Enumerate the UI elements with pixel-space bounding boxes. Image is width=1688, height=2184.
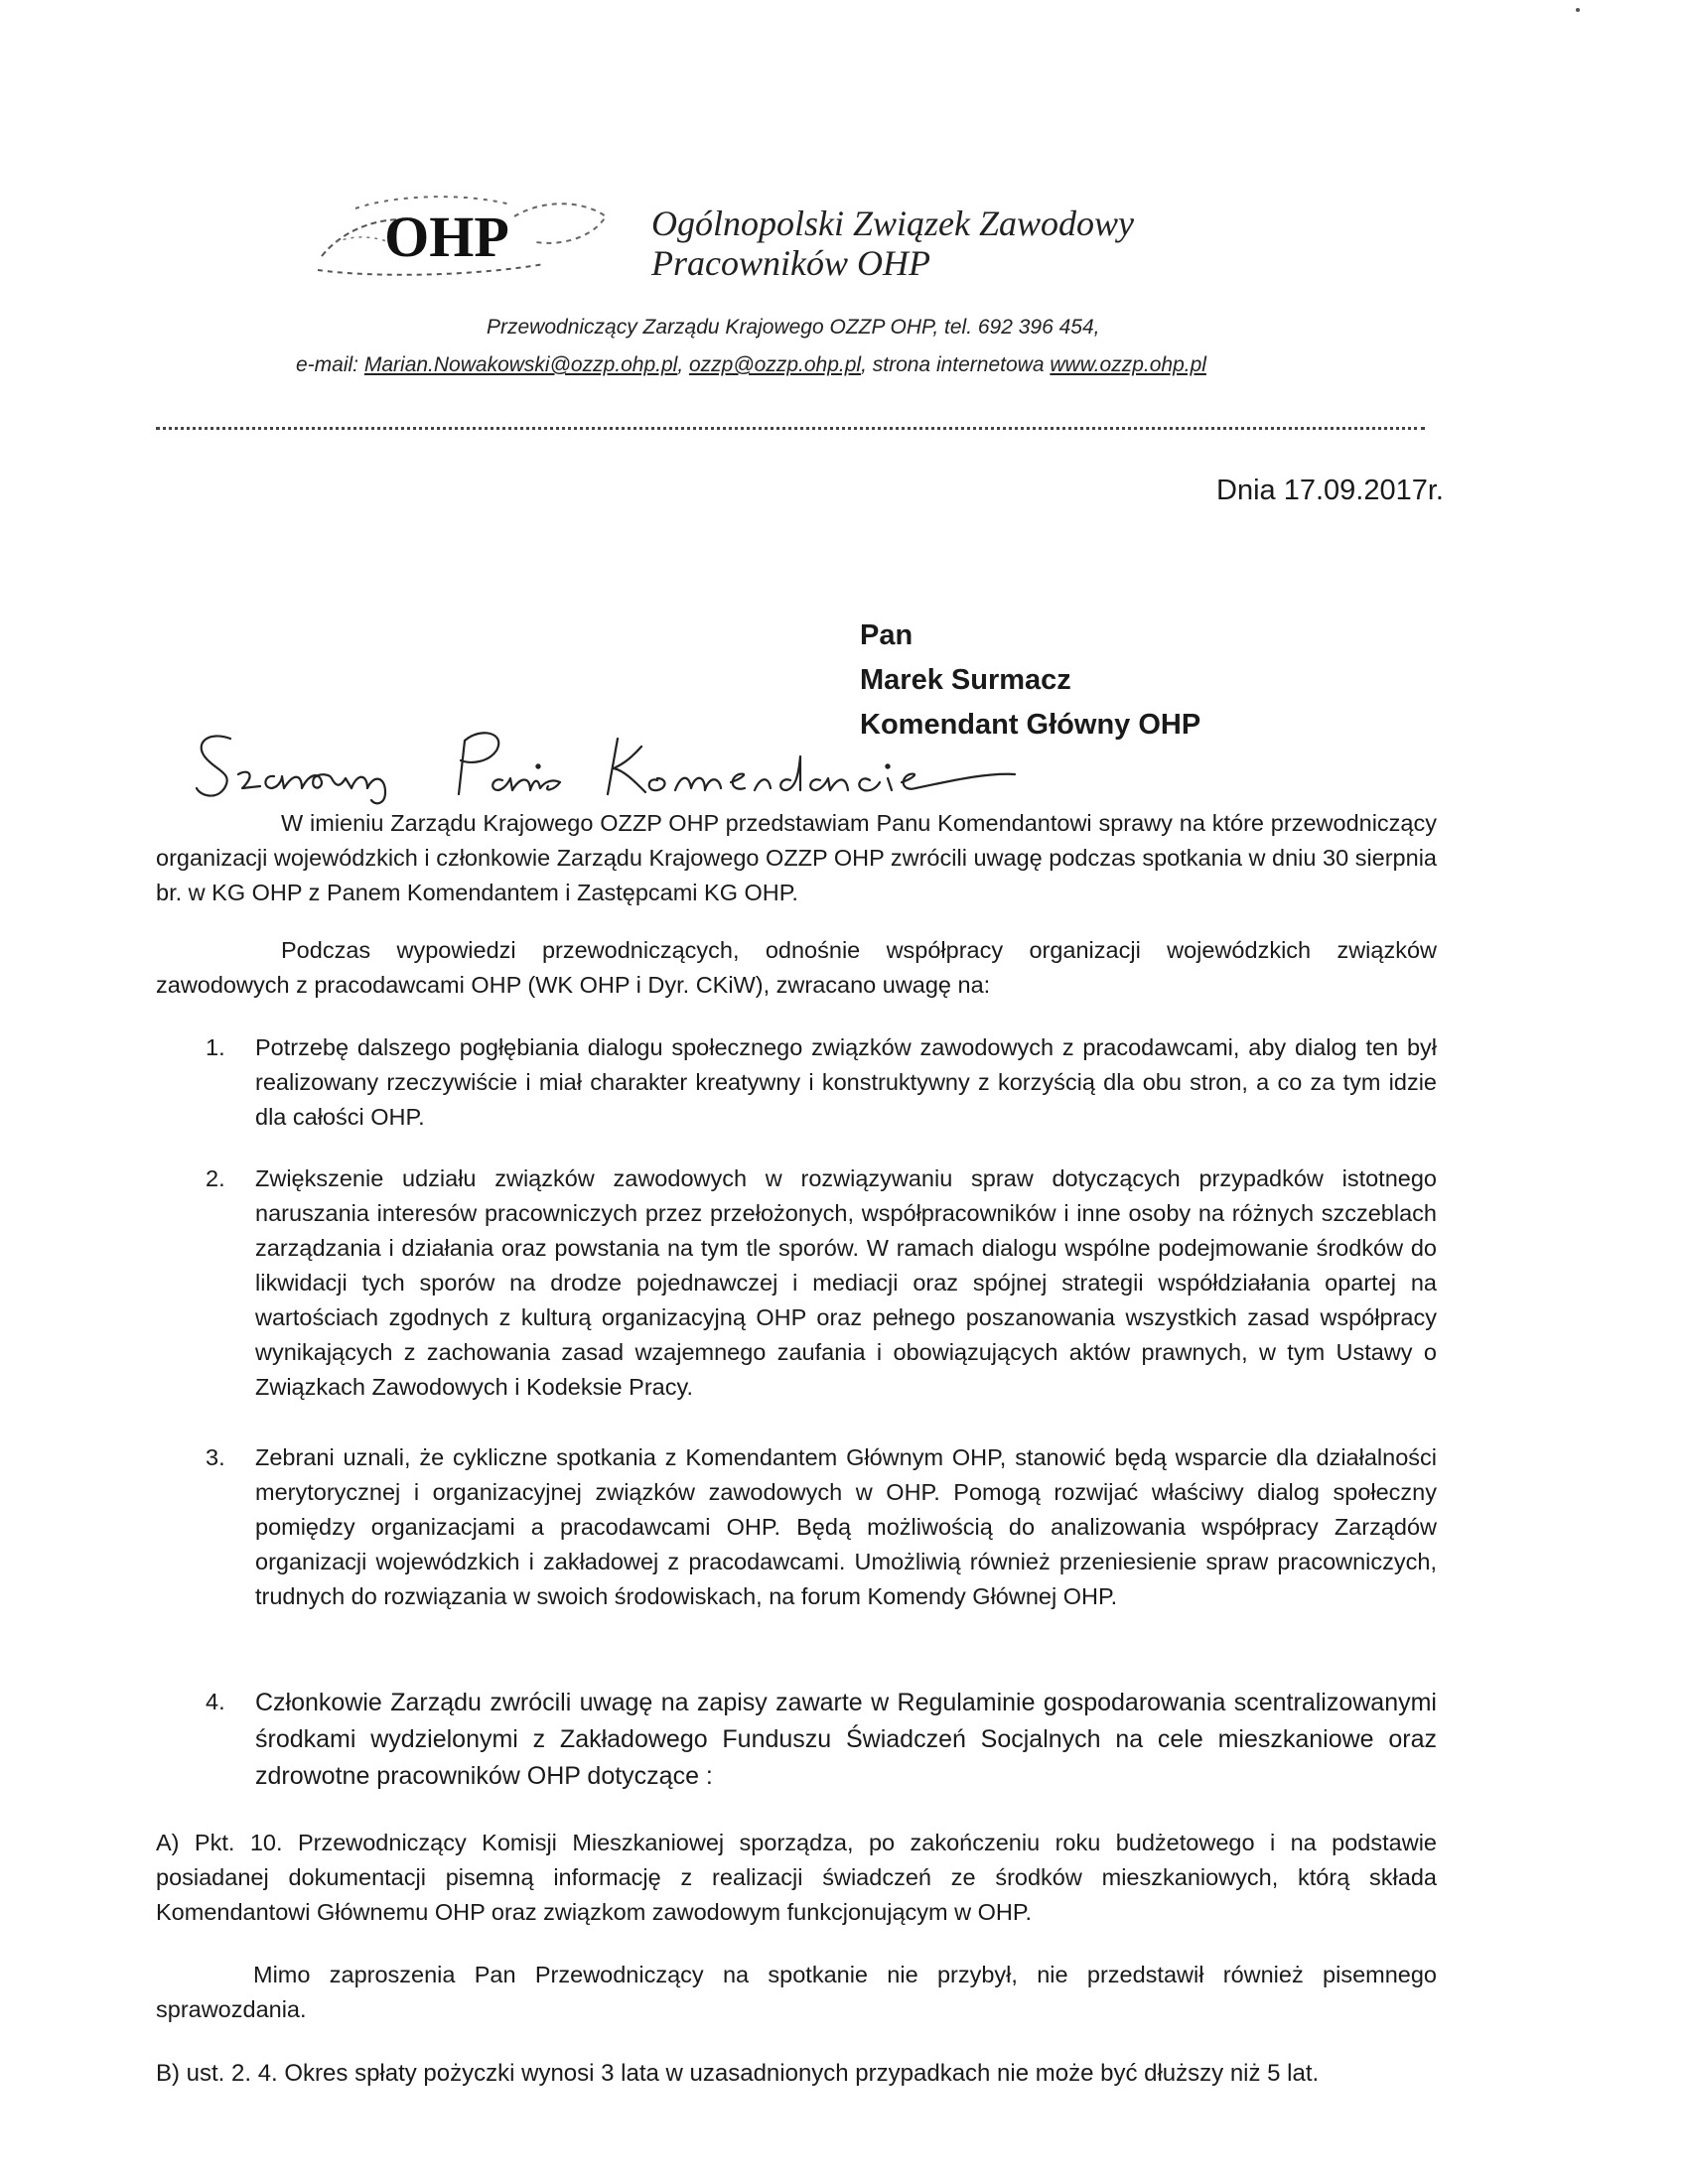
section-a-note: Mimo zaproszenia Pan Przewodniczący na spotkanie nie przybył, nie przedstawił również pisemnego sprawozdania. xyxy=(156,1962,1437,2022)
list-item-number: 1. xyxy=(206,1034,225,1060)
context-paragraph: Podczas wypowiedzi przewodniczących, odnośnie współpracy organizacji wojewódzkich związków zawodowych z pracodawcami OHP (WK OHP i Dyr. CKiW), zwracano uwagę na: xyxy=(156,937,1437,998)
section-b-paragraph: B) ust. 2. 4. Okres spłaty pożyczki wynosi 3 lata w uzasadnionych przypadkach nie może być dłuższy niż 5 lat. xyxy=(156,2060,1320,2087)
addressee-title: Pan xyxy=(860,619,914,651)
list-item-text: Zwiększenie udziału związków zawodowych w rozwiązywaniu spraw dotyczących przypadków istotnego naruszania interesów pracowniczych przez przełożonych, współpracowników i inne osoby na różnych szczeblach zarządzania i działania oraz powstania na tym tle sporów. W ramach dialogu wspólne podejmowanie środków do likwidacji tych sporów na drodze pojednawczej i mediacji oraz spójnej strategii współdziałania opartej na wartościach zgodnych z kulturą organizacyjną OHP oraz pełnego poszanowania wszystkich zasad współpracy wynikających z zachowania zasad wzajemnego zaufania i obowiązujących aktów prawnych, w tym Ustawy o Związkach Zawodowych i Kodeksie Pracy. xyxy=(255,1165,1437,1400)
org-name-line2: Pracowników OHP xyxy=(651,243,930,283)
organization-name xyxy=(651,204,1134,283)
section-a-paragraph: A) Pkt. 10. Przewodniczący Komisji Mieszkaniowej sporządza, po zakończeniu roku budżetowego i na podstawie posiadanej dokumentacji pisemną informację z realizacji świadczeń ze środków mieszkaniowych, którą składa Komendantowi Głównemu OHP oraz związkom zawodowym funkcjonującym w OHP. xyxy=(156,1830,1437,1925)
list-item-text: Członkowie Zarządu zwrócili uwagę na zapisy zawarte w Regulaminie gospodarowania scentralizowanymi środkami wydzielonymi z Zakładowego Funduszu Świadczeń Socjalnych na cele mieszkaniowe oraz zdrowotne pracowników OHP dotyczące : xyxy=(255,1689,1437,1790)
contact-email-line xyxy=(296,353,1206,377)
list-item-number: 2. xyxy=(206,1165,225,1191)
intro-paragraph: W imieniu Zarządu Krajowego OZZP OHP przedstawiam Panu Komendantowi sprawy na które przewodniczący organizacji wojewódzkich i członkowie Zarządu Krajowego OZZP OHP zwrócili uwagę podczas spotkania w dniu 30 sierpnia br. w KG OHP z Panem Komendantem i Zastępcami KG OHP. xyxy=(156,810,1437,905)
email-prefix: e-mail: xyxy=(296,353,364,376)
website-prefix: , strona internetowa xyxy=(861,353,1051,376)
list-item-text: Zebrani uznali, że cykliczne spotkania z Komendantem Głównym OHP, stanowić będą wsparcie dla działalności merytorycznej i organizacyjnej związków zawodowych w OHP. Pomogą rozwijać właściwy dialog społeczny pomiędzy organizacjami a pracodawcami OHP. Będą możliwością do analizowania współpracy Zarządów organizacji wojewódzkich i zakładowej z pracodawcami. Umożliwią również przeniesienie spraw pracowniczych, trudnych do rozwiązania w swoich środowiskach, na forum Komendy Głównej OHP. xyxy=(255,1444,1437,1609)
handwritten-salutation xyxy=(191,717,1263,808)
list-item-number: 4. xyxy=(206,1689,225,1714)
contact-phone-line: Przewodniczący Zarządu Krajowego OZZP OHP, tel. 692 396 454, xyxy=(487,316,1100,339)
logo-text: OHP xyxy=(384,205,509,269)
scan-speck xyxy=(1576,8,1580,12)
email-link-2[interactable]: ozzp@ozzp.ohp.pl xyxy=(688,353,862,376)
addressee-position: Komendant Główny OHP xyxy=(860,709,1201,741)
website-link[interactable]: www.ozzp.ohp.pl xyxy=(1050,353,1206,376)
ohp-logo xyxy=(316,187,614,286)
org-name-line1: Ogólnopolski Związek Zawodowy xyxy=(651,204,1135,243)
email-separator: , xyxy=(677,353,689,376)
letter-date: Dnia 17.09.2017r. xyxy=(1216,475,1444,506)
list-item-number: 3. xyxy=(206,1444,225,1470)
letterhead-divider xyxy=(156,427,1425,430)
email-link-1[interactable]: Marian.Nowakowski@ozzp.ohp.pl xyxy=(363,353,678,376)
list-item-text: Potrzebę dalszego pogłębiania dialogu społecznego związków zawodowych z pracodawcami, aby dialog ten był realizowany rzeczywiście i miał charakter kreatywny i konstruktywny z korzyścią dla obu stron, a co za tym idzie dla całości OHP. xyxy=(255,1034,1437,1130)
addressee-name: Marek Surmacz xyxy=(860,664,1071,696)
